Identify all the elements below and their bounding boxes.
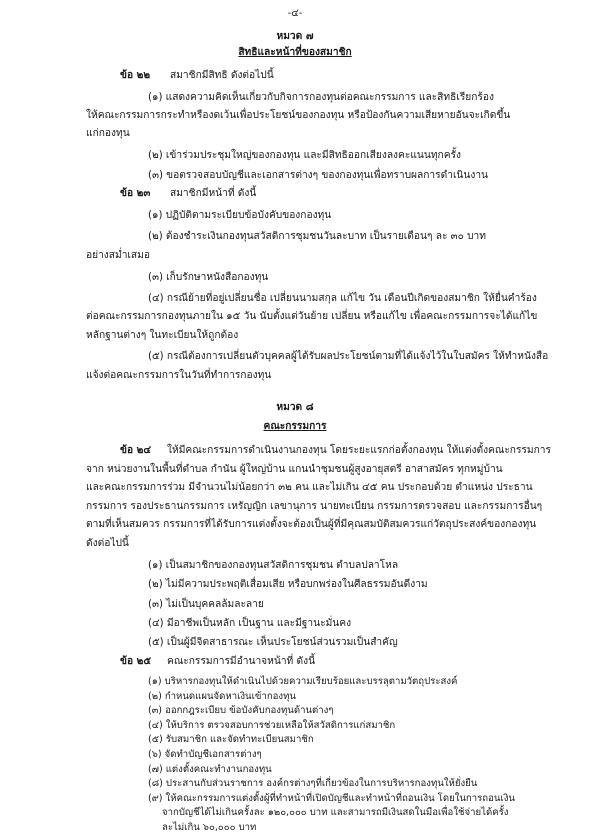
duty-9-line-1: (๙) ให้คณะกรรมการแต่งตั้งผู้ที่ทำหน้าที่เปิดบัญชีและทำหน้าที่ถอนเงิน โดยในการถอนเงิน — [148, 793, 515, 804]
article-23-item-1: (๑) ปฏิบัติตามระเบียบข้อบังคับของกองทุน — [148, 210, 332, 221]
chapter-7-heading: หมวด ๗ — [276, 31, 314, 42]
article-23-item-2-line-1: (๒) ต้องชำระเงินกองทุนสวัสดิการชุมชนวันละบาท เป็นรายเดือนๆ ละ ๓๐ บาท — [148, 231, 486, 242]
chapter-8-heading: หมวด ๘ — [276, 402, 314, 413]
article-23-item-5-line-1: (๕) กรณีต้องการเปลี่ยนตัวบุคคลผู้ได้รับผลประโยชน์ตามที่ได้แจ้งไว้ในใบสมัคร ให้ทำหนังสือ — [148, 351, 549, 362]
article-23-number: ข้อ ๒๓ — [120, 188, 151, 199]
duty-1: (๑) บริหารกองทุนให้ดำเนินไปด้วยความเรียบร้อยและบรรลุตามวัตถุประสงค์ — [148, 676, 458, 687]
qualification-3: (๓) ไม่เป็นบุคคลล้มละลาย — [148, 599, 264, 610]
article-22-title: สมาชิกมีสิทธิ ดังต่อไปนี้ — [170, 70, 274, 81]
article-24-line-4: กรรมการ รองประธานกรรมการ เหรัญญิก เลขานุการ นายทะเบียน กรรมการตรวจสอบ และกรรมการอื่นๆ — [86, 501, 543, 512]
article-24-line-1: ให้มีคณะกรรมการดำเนินงานกองทุน โดยระยะแรกก่อตั้งกองทุน ให้แต่งตั้งคณะกรรมการ — [167, 445, 551, 456]
article-24-line-2: จาก หน่วยงานในพื้นที่ตำบล กำนัน ผู้ใหญ่บ้าน แกนนำชุมชนผู้สูงอายุสตรี อาสาสมัคร ทุกหมู่บ้าน — [86, 464, 503, 475]
article-23-item-2-line-2: อย่างสม่ำเสมอ — [86, 250, 150, 261]
chapter-7-title: สิทธิและหน้าที่ของสมาชิก — [238, 47, 352, 58]
duty-7: (๗) แต่งตั้งคณะทำงานกองทุน — [148, 764, 272, 775]
duty-5: (๕) รับสมาชิก และจัดทำทะเบียนสมาชิก — [148, 734, 314, 745]
page-number: -๔- — [287, 8, 303, 19]
duty-2: (๒) กำหนดแผนจัดหาเงินเข้ากองทุน — [148, 691, 296, 702]
article-23-title: สมาชิกมีหน้าที่ ดังนี้ — [170, 188, 257, 199]
duty-8: (๘) ประสานกับส่วนราชการ องค์กรต่างๆที่เกี่ยวข้องในการบริหารกองทุนให้ยั่งยืน — [148, 778, 478, 789]
chapter-8-title: คณะกรรมการ — [263, 421, 327, 432]
article-23-item-3: (๓) เก็บรักษาหนังสือกองทุน — [148, 272, 269, 283]
article-25-number: ข้อ ๒๕ — [120, 656, 152, 667]
article-22-item-1-line-2: ให้คณะกรรมการกระทำหรืองดเว้นเพื่อประโยชน์ของกองทุน หรือป้องกันความเสียหายอันจะเกิดขึ้น — [86, 110, 511, 121]
duty-9-line-3: ละไม่เกิน ๖๐,๐๐๐ บาท — [162, 822, 257, 833]
qualification-2: (๒) ไม่มีความประพฤติเสื่อมเสีย หรือบกพร่องในศีลธรรมอันดีงาม — [148, 579, 428, 590]
article-22-item-1-line-3: แก่กองทุน — [86, 128, 130, 139]
article-23-item-4-line-3: หลักฐานต่างๆ ในทะเบียนให้ถูกต้อง — [86, 330, 239, 341]
duty-6: (๖) จัดทำบัญชีเอกสารต่างๆ — [148, 749, 262, 760]
article-22-item-3: (๓) ขอตรวจสอบบัญชีและเอกสารต่างๆ ของกองทุนเพื่อทราบผลการดำเนินงาน — [148, 170, 489, 181]
article-22-number: ข้อ ๒๒ — [120, 70, 151, 81]
article-24-number: ข้อ ๒๔ — [120, 445, 152, 456]
duty-9-line-2: จากบัญชีได้ไม่เกินครั้งละ ๑๒๐,๐๐๐ บาท และสามารถมีเงินสดในมือเพื่อใช้จ่ายได้ครั้ง — [162, 807, 509, 818]
article-23-item-4-line-1: (๔) กรณีย้ายที่อยู่เปลี่ยนชื่อ เปลี่ยนนามสกุล แก้ไข วัน เดือนปีเกิดของสมาชิก ให้ยื่นคำร้อง — [148, 293, 537, 304]
article-24-line-3: และคณะกรรมการร่วม มีจำนวนไม่น้อยกว่า ๓๒ คน และไม่เกิน ๔๕ คน ประกอบด้วย ตำแหน่ง ประธาน — [86, 482, 533, 493]
article-23-item-5-line-2: แจ้งต่อคณะกรรมการในวันที่ทำการกองทุน — [86, 370, 272, 381]
duty-3: (๓) ออกกฎระเบียบ ข้อบังคับกองทุนด้านต่างๆ — [148, 705, 334, 716]
qualification-1: (๑) เป็นสมาชิกของกองทุนสวัสดิการชุมชน ตำบลปลาโหล — [148, 560, 399, 571]
article-25-title: คณะกรรมการมีอำนาจหน้าที่ ดังนี้ — [167, 656, 316, 667]
article-24-line-6: ดังต่อไปนี้ — [86, 538, 129, 549]
qualification-5: (๕) เป็นผู้มีจิตสาธารณะ เห็นประโยชน์ส่วนรวมเป็นสำคัญ — [148, 637, 398, 648]
article-24-line-5: ตามที่เห็นสมควร กรรมการที่ได้รับการแต่งตั้งจะต้องเป็นผู้ที่มีคุณสมบัติสมควรแก่วัตถุประสงค์ของกองทุน — [86, 519, 537, 530]
duty-4: (๔) ให้บริการ ตรวจสอบการช่วยเหลือให้สวัสดิการแก่สมาชิก — [148, 720, 396, 731]
article-23-item-4-line-2: ต่อคณะกรรมการกองทุนภายใน ๑๕ วัน นับตั้งแต่วันย้าย เปลี่ยน หรือแก้ไข เพื่อคณะกรรมการจะได้แก้ไข — [86, 311, 538, 322]
article-22-item-1-line-1: (๑) แสดงความคิดเห็นเกี่ยวกับกิจการกองทุนต่อคณะกรรมการ และสิทธิเรียกร้อง — [148, 92, 494, 103]
qualification-4: (๔) มีอาชีพเป็นหลัก เป็นฐาน และมีฐานะมั่นคง — [148, 618, 352, 629]
article-22-item-2: (๒) เข้าร่วมประชุมใหญ่ของกองทุน และมีสิทธิออกเสียงลงคะแนนทุกครั้ง — [148, 150, 461, 161]
